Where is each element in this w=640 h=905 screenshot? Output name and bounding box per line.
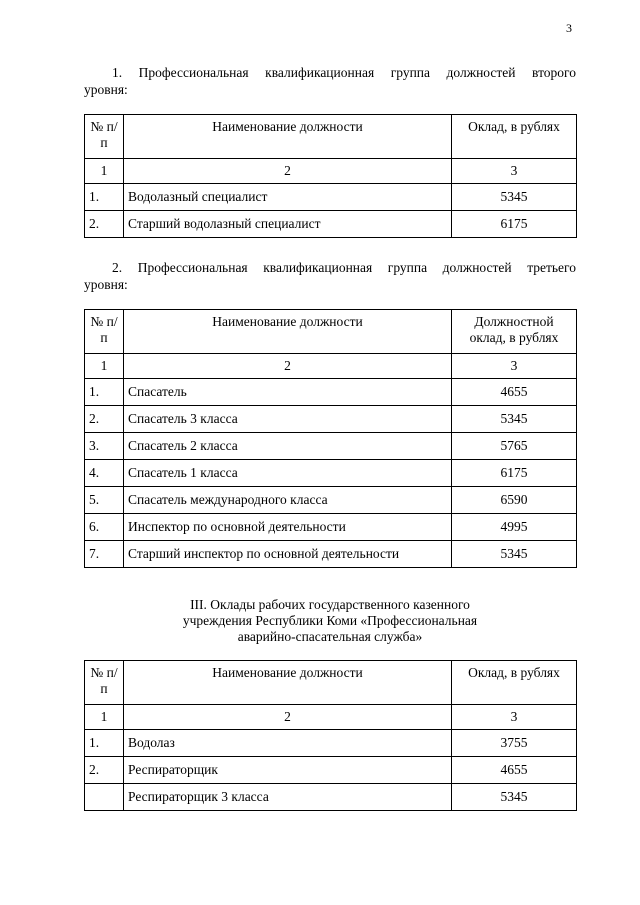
table-row [85,541,577,568]
index-col-1: 1 [85,159,124,184]
row-num: 1. [85,379,124,406]
header-name: Наименование должности [124,115,452,159]
page-number: 3 [566,21,572,35]
row-num: 1. [85,184,124,211]
row-salary: 5345 [452,541,577,568]
header-num: № п/п [85,115,124,159]
row-salary: 6175 [452,460,577,487]
section-3-title-line-2: учреждения Республики Коми «Профессиональная [182,613,478,628]
table-row [85,730,577,757]
table-row [85,784,577,811]
section-2-table [84,309,577,568]
table-row [85,211,577,238]
header-num: № п/п [85,661,124,705]
row-num: 2. [85,406,124,433]
row-name: Спасатель 2 класса [124,433,452,460]
table-row [85,514,577,541]
row-salary: 5345 [452,406,577,433]
table-row [85,460,577,487]
table-index-row [85,705,577,730]
section-2-heading [84,259,576,293]
row-name: Спасатель [124,379,452,406]
section-1-heading-line-1: 1. Профессиональная квалификационная группа должностей второго [112,65,576,80]
row-name: Спасатель 3 класса [124,406,452,433]
table-index-row [85,159,577,184]
row-salary: 5345 [452,784,577,811]
section-3-title-line-3: аварийно-спасательная служба» [237,629,423,644]
header-name: Наименование должности [124,661,452,705]
header-name: Наименование должности [124,310,452,354]
section-3-table [84,660,577,811]
row-num: 1. [85,730,124,757]
row-salary: 6590 [452,487,577,514]
row-num: 7. [85,541,124,568]
section-3-title [84,597,576,645]
index-col-3: 3 [452,705,577,730]
section-1-heading [84,64,576,98]
table-header-row [85,115,577,159]
row-salary: 5765 [452,433,577,460]
row-num: 2. [85,211,124,238]
row-salary: 4995 [452,514,577,541]
row-salary: 4655 [452,757,577,784]
row-num [85,784,124,811]
row-name: Старший инспектор по основной деятельности [124,541,452,568]
table-row [85,379,577,406]
table-header-row [85,310,577,354]
row-name: Спасатель международного класса [124,487,452,514]
row-salary: 5345 [452,184,577,211]
row-num: 3. [85,433,124,460]
row-num: 2. [85,757,124,784]
row-name: Старший водолазный специалист [124,211,452,238]
row-salary: 4655 [452,379,577,406]
index-col-2: 2 [124,354,452,379]
row-salary: 3755 [452,730,577,757]
table-row [85,406,577,433]
row-name: Респираторщик [124,757,452,784]
table-row [85,433,577,460]
index-col-3: 3 [452,354,577,379]
index-col-2: 2 [124,159,452,184]
index-col-2: 2 [124,705,452,730]
table-row [85,184,577,211]
index-col-1: 1 [85,354,124,379]
table-row [85,757,577,784]
header-salary: Оклад, в рублях [452,115,577,159]
section-2-heading-line-1: 2. Профессиональная квалификационная группа должностей третьего [112,260,576,275]
section-3-title-line-1: III. Оклады рабочих государственного казенного [190,597,470,612]
header-num: № п/п [85,310,124,354]
table-row [85,487,577,514]
section-1-heading-line-2: уровня: [84,82,128,97]
section-2-heading-line-2: уровня: [84,277,128,292]
header-salary: Оклад, в рублях [452,661,577,705]
table-header-row [85,661,577,705]
row-num: 6. [85,514,124,541]
header-salary: Должностной оклад, в рублях [452,310,577,354]
row-salary: 6175 [452,211,577,238]
section-1-table [84,114,577,238]
row-num: 5. [85,487,124,514]
row-name: Инспектор по основной деятельности [124,514,452,541]
row-name: Водолазный специалист [124,184,452,211]
row-name: Респираторщик 3 класса [124,784,452,811]
row-name: Водолаз [124,730,452,757]
row-num: 4. [85,460,124,487]
index-col-1: 1 [85,705,124,730]
row-name: Спасатель 1 класса [124,460,452,487]
index-col-3: 3 [452,159,577,184]
table-index-row [85,354,577,379]
